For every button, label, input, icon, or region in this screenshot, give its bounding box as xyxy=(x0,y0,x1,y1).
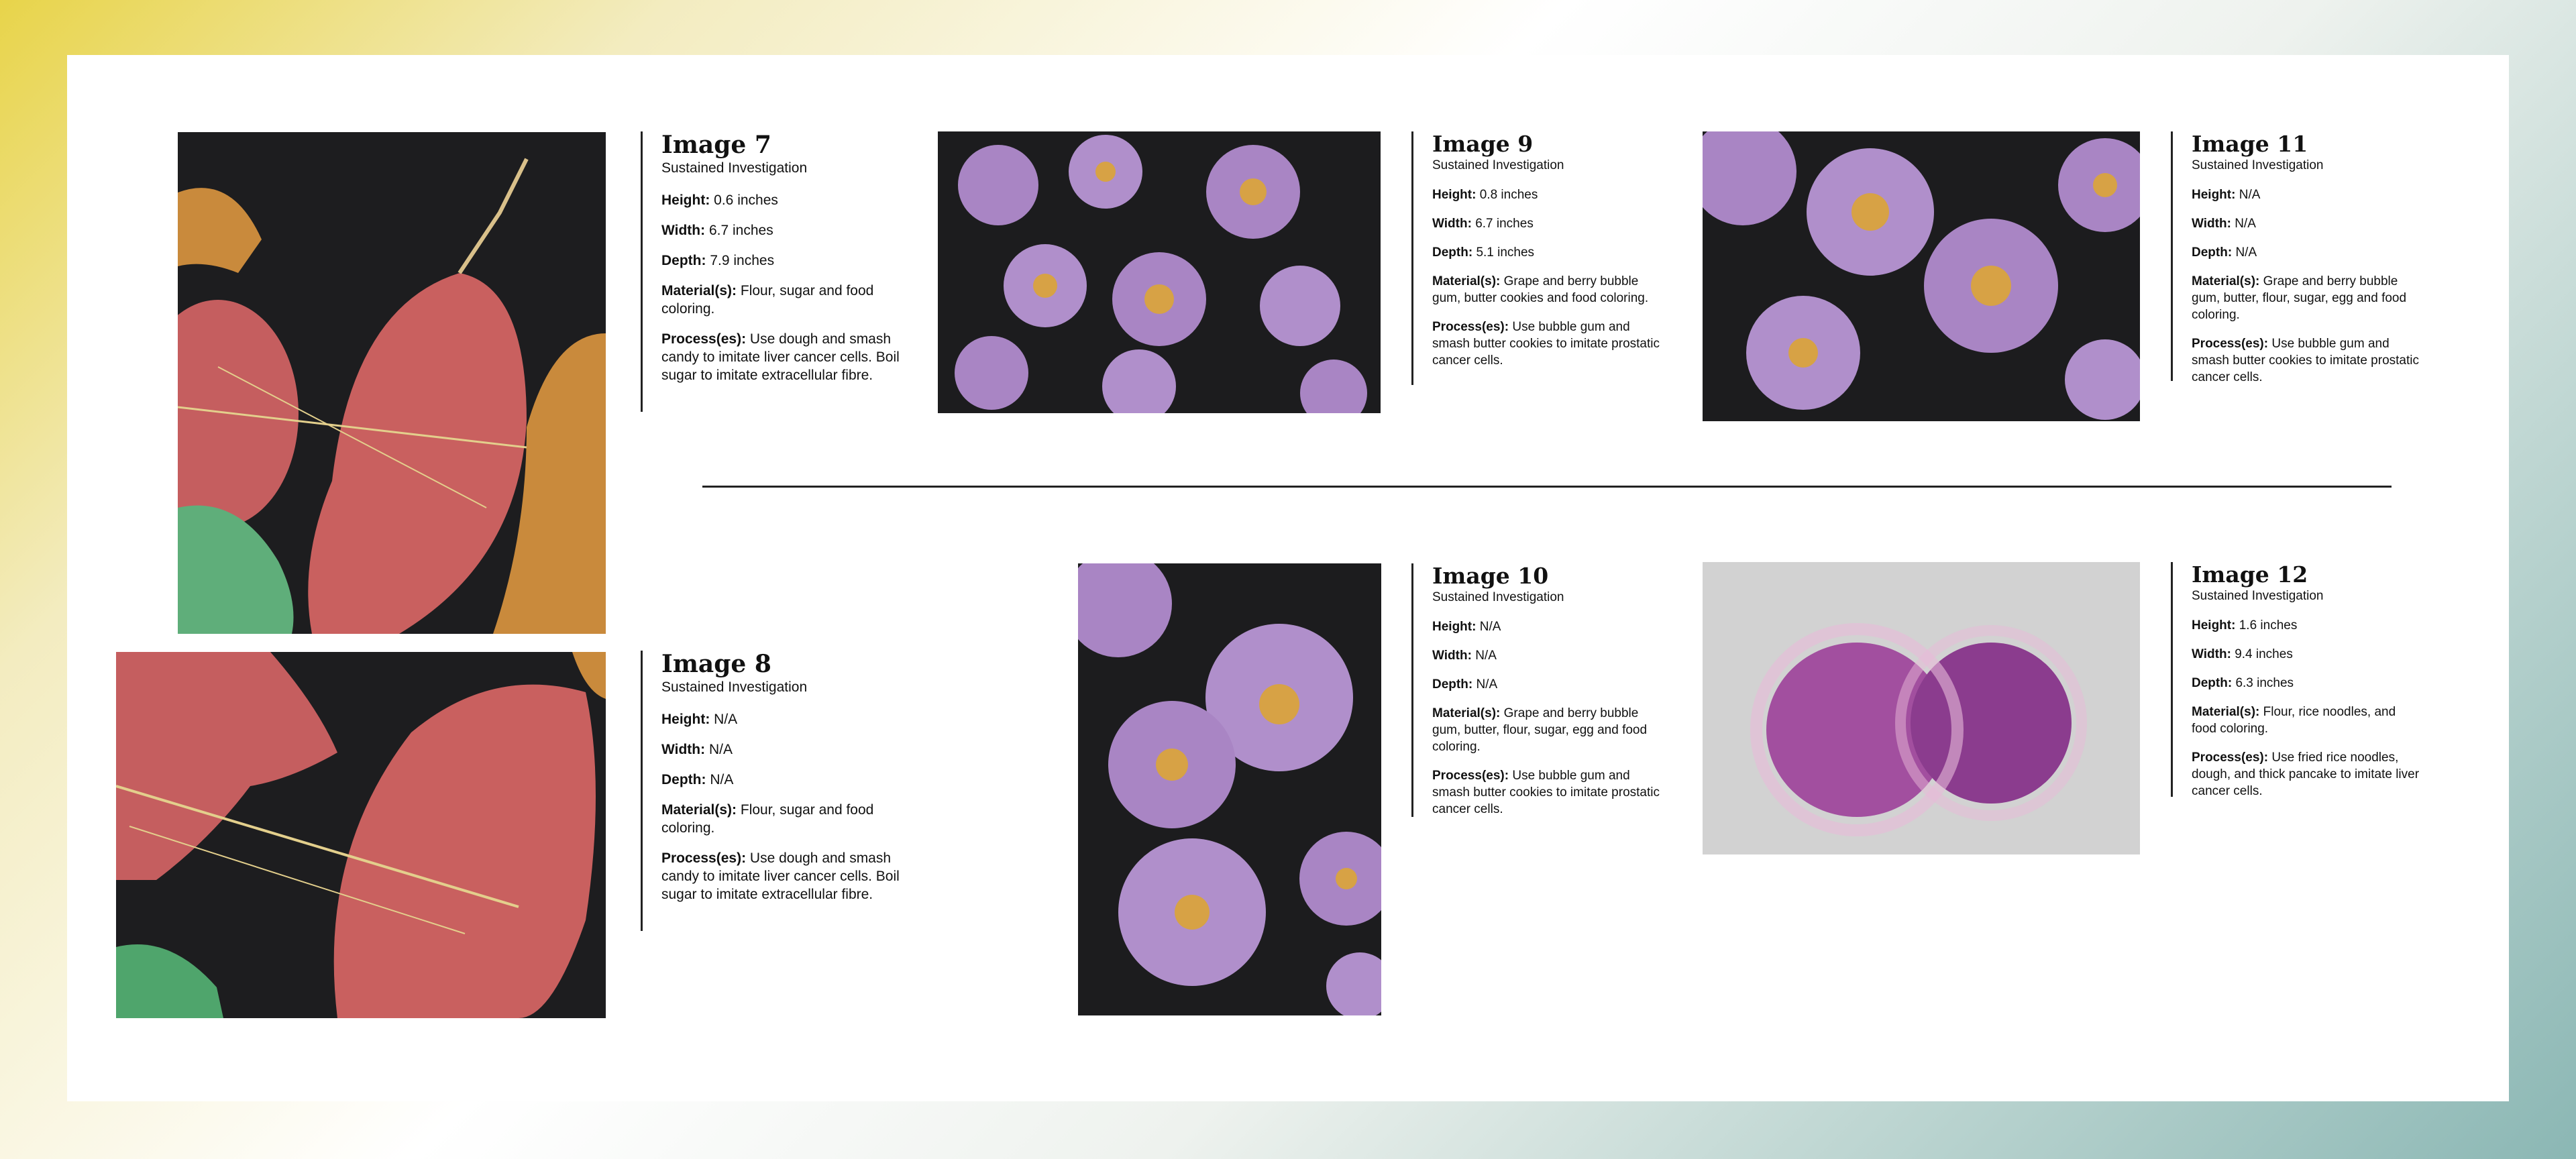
height-row: Height: 0.8 inches xyxy=(1432,187,1538,202)
width-row: Width: N/A xyxy=(661,742,733,758)
card-subtitle: Sustained Investigation xyxy=(2192,588,2324,603)
width-row: Width: 6.7 inches xyxy=(1432,216,1534,231)
height-row: Height: N/A xyxy=(661,712,738,728)
card-image-9 xyxy=(1411,131,1660,385)
process-row: Process(es): Use bubble gum and smash butter cookies to imitate prostatic cancer cells. xyxy=(2192,336,2419,384)
card-image-7 xyxy=(641,131,930,412)
card-title: Image 7 xyxy=(661,131,771,159)
depth-row: Depth: 5.1 inches xyxy=(1432,245,1535,260)
card-title: Image 10 xyxy=(1432,563,1549,589)
depth-row: Depth: N/A xyxy=(2192,245,2257,260)
materials-row: Material(s): Grape and berry bubble gum, butter cookies and food coloring. xyxy=(1432,274,1649,305)
depth-row: Depth: N/A xyxy=(661,772,734,788)
photo-image-12 xyxy=(1703,562,2140,854)
depth-row: Depth: 7.9 inches xyxy=(661,253,775,269)
materials-row: Material(s): Flour, sugar and food coloring. xyxy=(661,802,874,836)
materials-row: Material(s): Flour, sugar and food coloring. xyxy=(661,283,874,317)
process-row: Process(es): Use dough and smash candy to imitate liver cancer cells. Boil sugar to imitate extracellular fibre. xyxy=(661,331,900,384)
card-image-12 xyxy=(2171,562,2420,797)
photo-image-7 xyxy=(178,132,606,634)
height-row: Height: 0.6 inches xyxy=(661,192,778,209)
depth-row: Depth: N/A xyxy=(1432,677,1498,692)
card-subtitle: Sustained Investigation xyxy=(661,160,808,176)
height-row: Height: N/A xyxy=(1432,619,1501,634)
materials-row: Material(s): Grape and berry bubble gum, butter, flour, sugar, egg and food coloring. xyxy=(1432,706,1648,754)
card-subtitle: Sustained Investigation xyxy=(2192,158,2324,172)
process-row: Process(es): Use bubble gum and smash butter cookies to imitate prostatic cancer cells. xyxy=(1432,768,1660,816)
process-row: Process(es): Use fried rice noodles, dough, and thick pancake to imitate liver cancer cells. xyxy=(2192,750,2420,798)
materials-row: Material(s): Flour, rice noodles, and food coloring. xyxy=(2192,704,2396,736)
materials-row: Material(s): Grape and berry bubble gum, butter, flour, sugar, egg and food coloring. xyxy=(2192,274,2407,322)
card-subtitle: Sustained Investigation xyxy=(1432,590,1564,604)
width-row: Width: 9.4 inches xyxy=(2192,647,2293,661)
height-row: Height: 1.6 inches xyxy=(2192,618,2298,632)
card-title: Image 9 xyxy=(1432,131,1534,157)
card-image-8 xyxy=(641,651,930,931)
photo-image-9 xyxy=(938,131,1381,413)
process-row: Process(es): Use bubble gum and smash butter cookies to imitate prostatic cancer cells. xyxy=(1432,319,1660,368)
process-row: Process(es): Use dough and smash candy to imitate liver cancer cells. Boil sugar to imitate extracellular fibre. xyxy=(661,850,900,903)
depth-row: Depth: 6.3 inches xyxy=(2192,675,2294,690)
photo-image-8 xyxy=(116,652,606,1018)
width-row: Width: 6.7 inches xyxy=(661,223,773,239)
photo-image-11 xyxy=(1703,131,2140,421)
card-subtitle: Sustained Investigation xyxy=(1432,158,1564,172)
photo-image-10 xyxy=(1078,563,1381,1015)
section-divider xyxy=(702,486,2392,488)
card-title: Image 8 xyxy=(661,650,771,678)
card-title: Image 11 xyxy=(2192,131,2308,157)
height-row: Height: N/A xyxy=(2192,187,2261,202)
card-image-11 xyxy=(2171,131,2420,384)
width-row: Width: N/A xyxy=(1432,648,1497,663)
width-row: Width: N/A xyxy=(2192,216,2256,231)
card-subtitle: Sustained Investigation xyxy=(661,679,808,696)
card-title: Image 12 xyxy=(2192,561,2308,588)
card-image-10 xyxy=(1411,563,1660,817)
